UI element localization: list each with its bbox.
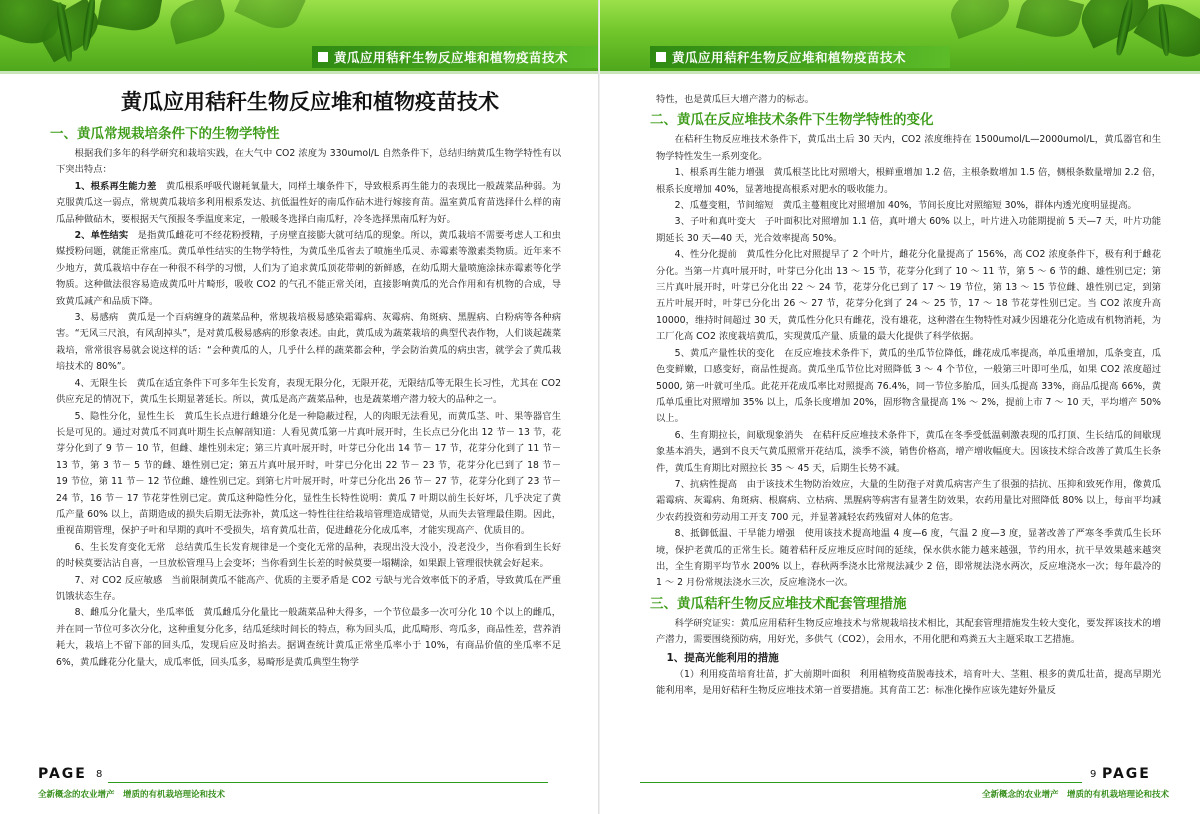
article-title: 黄瓜应用秸秆生物反应堆和植物疫苗技术 — [121, 90, 499, 114]
header-title: 黄瓜应用秸秆生物反应堆和植物疫苗技术 — [672, 50, 907, 65]
footer-rule — [640, 782, 1082, 783]
right-page — [600, 0, 1200, 814]
paragraph-item-2: 2、瓜蔓变粗，节间缩短 黄瓜主蔓粗度比对照增加 40%，节间长度比对照缩短 30%，群体内透光度明显提高。 — [674, 200, 1137, 212]
left-page-body — [50, 122, 561, 671]
item-text: 是指黄瓜雌花可不经花粉授精，子房壁直接膨大就可结瓜的现象。所以，黄瓜栽培不需要考虑人工和虫媒授粉问题，就能正常座瓜。黄瓜单性结实的生物学特性，为黄瓜坐瓜省去了喷施坐瓜灵、赤霉素等激素类物质。近年来不少地方，黄瓜栽培中存在一种很不科学的习惯，人们为了追求黄瓜顶花带刺的新鲜感，在幼瓜期大量喷施涂抹赤霉素等化学物质。这种做法很容易造成黄瓜叶片畸形，吸收 CO2 的气孔不能正常关闭，直接影响黄瓜的光合作用和有机物的合成，导致黄瓜减产和品质下降。 — [56, 230, 561, 307]
footer-rule — [108, 782, 548, 783]
leaf-decoration — [234, 0, 305, 37]
paragraph-item-7: 7、对 CO2 反应敏感 当前限制黄瓜不能高产、优质的主要矛盾是 CO2 亏缺与光合效率低下的矛盾，导致黄瓜在严重饥饿状态生存。 — [56, 574, 561, 602]
leaf-decoration — [945, 0, 1015, 39]
paragraph-item-3: 3、子叶和真叶变大 子叶面积比对照增加 1.1 倍，真叶增大 60% 以上，叶片进入功能期提前 5 天—7 天，叶片功能期延长 30 天—40 天，光合效率提高 50%。 — [656, 216, 1161, 244]
subheading: 1、提高光能利用的措施 — [666, 651, 779, 664]
leaf-decoration — [1016, 0, 1084, 43]
intro-paragraph: 科学研究证实：黄瓜应用秸秆生物反应堆技术与常规栽培技术相比，其配套管理措施发生较大变化，要发挥该技术的增产潜力，需要围绕预防病，用好光，多供气（CO2），会用水，不用化肥和鸡粪五大主题采取工艺措施。 — [656, 617, 1161, 646]
footer-slogan: 全新概念的农业增产 增质的有机栽培理论和技术 — [38, 790, 226, 800]
page-number: 9 — [1090, 769, 1097, 780]
paragraph-item-1: 1、根系再生能力增强 黄瓜根茎比比对照增大，根鲜重增加 1.2 倍，主根条数增加 1.5 倍，侧根条数量增加 2.2 倍，根系长度增加 40%，显著地提高根系对肥水的吸收能力。 — [656, 167, 1161, 195]
section-heading-3: 三、黄瓜秸秆生物反应堆技术配套管理措施 — [650, 595, 907, 612]
intro-paragraph: 根据我们多年的科学研究和栽培实践，在大气中 CO2 浓度为 330umol/L 自然条件下，总结归纳黄瓜生物学特性有以下突出特点： — [56, 148, 561, 176]
paragraph-item-8: 8、雌瓜分化量大，坐瓜率低 黄瓜雌瓜分化量比一般蔬菜品种大得多，一个节位最多一次可分化 10 个以上的雌瓜，并在同一节位可多次分化，这种重复分化多，结瓜延续时间长的特点，称为回头瓜，此瓜畸形、弯瓜多，商品性差，营养消耗大，栽培上不留下部的回头瓜，发现后应及时掐去。据调查统计黄瓜正常坐瓜率小于 10%，有商品价值的坐瓜率不足 6%，黄瓜雌花分化量大，成瓜率低，回头瓜多，易畸形是黄瓜典型生物学 — [56, 607, 561, 668]
footer-slogan: 全新概念的农业增产 增质的有机栽培理论和技术 — [982, 790, 1170, 800]
section-heading-2: 二、黄瓜在反应堆技术条件下生物学特性的变化 — [650, 112, 934, 129]
square-bullet-icon — [656, 52, 666, 62]
paragraph-item-8: 8、抵御低温、干旱能力增强 使用该技术提高地温 4 度—6 度，气温 2 度—3 度，显著改善了严寒冬季黄瓜生长环境，保护老黄瓜的正常生长。随着秸秆反应堆反应时间的延续，保水供水能力越来越强，节约用水，抗干旱效果越来越突出，全生育期平均节水 200% 以上，春秋两季浇水比常规法减少 2 倍，即常规法浇水两次，反应堆浇水一次；每年最冷的 1 ～ 2 月份常规法浇水三次，反应堆浇水一次。 — [656, 528, 1161, 589]
leaf-decoration — [97, 0, 163, 35]
header-title-bar — [312, 46, 600, 68]
header-banner — [0, 0, 600, 74]
intro-paragraph: 在秸秆生物反应堆技术条件下，黄瓜出土后 30 天内，CO2 浓度维持在 1500umol/L—2000umol/L，黄瓜器官和生物学特性发生一系列变化。 — [656, 134, 1161, 162]
banner-underline — [0, 71, 600, 74]
item-lead: 1、根系再生能力差 — [74, 180, 157, 192]
page-word: PAGE — [38, 766, 87, 782]
section-heading-1: 一、黄瓜常规栽培条件下的生物学特性 — [50, 126, 280, 142]
right-footer — [600, 766, 1200, 800]
leaf-decoration — [166, 0, 229, 44]
square-bullet-icon — [318, 52, 328, 62]
item-lead: 2、单性结实 — [74, 230, 129, 242]
page-word: PAGE — [1102, 766, 1151, 782]
item-text: 黄瓜根系呼吸代谢耗氧量大，同样土壤条件下，导致根系再生能力的表现比一般蔬菜品种弱。为克服黄瓜这一弱点，常规黄瓜栽培多利用根系发达、抗低温性好的南瓜作砧木进行嫁接育苗。温室黄瓜育苗选择什么样的南瓜品种做砧木，要根据天气预报冬季温度来定，一般暖冬选择白南瓜籽，冷冬选择黑南瓜籽为好。 — [56, 180, 561, 225]
paragraph-item-7: 7、抗病性提高 由于该技术生物防治效应，大量的生防孢子对黄瓜病害产生了很强的拮抗、压抑和致死作用，像黄瓜霜霉病、灰霉病、角斑病、根腐病、立枯病、黑腥病等病害有显著生防效果，农药用量比对照降低 80% 以上，每亩平均减少农药投资和劳动用工开支 700 元，并显著减轻农药残留对人体的危害。 — [656, 478, 1161, 523]
paragraph-item-5: 5、隐性分化，显性生长 黄瓜生长点进行雌雄分化是一种隐蔽过程，人的肉眼无法看见，而黄瓜茎、叶、果等器官生长是可见的。通过对黄瓜不同真叶期生长点解剖知道：人看见黄瓜第一片真叶展开时，生长点已分化出 12 节－ 13 节，花芽分化到了 9 节－ 10 节，但雌、雄性别未定；第三片真叶展开时，叶芽已分化出 14 节－ 17 节，花芽分化到了 11 节－ 13 节，第 3 节－ 5 节的雌、雄性别已定；第五片真叶展开时，叶芽已分化出 22 节－ 23 节，花芽分化已到了 18 节－ 19 节位，第 11 节－ 12 节位雌、雄性别已定。到第七片叶展开时，叶芽已分化出 26 节－ 27 节，花芽分化到了 23 节－ 24 节，16 节－ 17 节花芽性别已定。黄瓜这种隐性分化，显性生长特性说明：黄瓜 7 叶期以前生长好坏，几乎决定了黄瓜产量 60% 以上，苗期造成的损失后期无法弥补，黄瓜这一特性往往给栽培管理造成错觉，从而失去管理最佳期。因此，重视苗期管理，保护子叶和早期的真叶不受损失，培育黄瓜壮苗，促进雌花分化成瓜率，才能实现高产、优质目的。 — [56, 410, 561, 537]
banner-underline — [600, 71, 1200, 74]
page-number: 8 — [96, 769, 103, 780]
right-page-body — [650, 92, 1161, 699]
paragraph-item-4: 4、性分化提前 黄瓜性分化比对照提早了 2 个叶片，雌花分化量提高了 156%，高 CO2 浓度条件下，极有利于雌花分化。当第一片真叶展开时，叶芽已分化出 13 ～ 15 节，花芽分化到了 10 ～ 11 节，第 5 ～ 6 节的雌、雄性别已定；第三片真叶展开时，叶芽已分化出 22 ～ 24 节，花芽分化已到了 17 ～ 19 节位，第 13 ～ 15 节位雌、雄性别已定，到第五片叶展开时，叶芽已分化出 26 ～ 27 节，花芽分化到了 24 ～ 25 节，17 ～ 18 节花芽性别已定。当 CO2 浓度升高 10000，维持时间超过 30 天，黄瓜性分化只有雌花，没有雄花，这种潜在生物特性对减少因雄花分化造成有机物消耗，为工厂化高 CO2 浓度栽培黄瓜，实现黄瓜产量、质量的最大化提供了科学依据。 — [656, 249, 1161, 343]
paragraph-item-6: 6、生育期拉长，间歇现象消失 在秸秆反应堆技术条件下，黄瓜在冬季受低温刺激表现的瓜打顶、生长结瓜的间歇现象基本消失，遇到不良天气黄瓜照常开花结瓜，淡季不淡，销售价格高，增产增收幅度大。因该技术综合改善了黄瓜生长条件，黄瓜生育期比对照拉长 35 ～ 45 天，后期生长势不减。 — [656, 429, 1161, 474]
paragraph-item-6: 6、生长发育变化无常 总结黄瓜生长发育规律是一个变化无常的品种，表现出没大没小，没老没少，当你看到生长好的时候莫要沾沾自喜，一旦放松管理马上会变坏；当你看到生长差的时候莫要一塌糊涂，如果跟上管理很快就会好起来。 — [56, 541, 561, 570]
paragraph-item-4: 4、无限生长 黄瓜在适宜条件下可多年生长发育，表现无限分化，无限开花，无限结瓜等无限生长习性，尤其在 CO2 供应充足的情况下，黄瓜生长期显著延长。所以，黄瓜是高产蔬菜品种，也是蔬菜增产潜力较大的品种之一。 — [56, 377, 561, 406]
paragraph-item-3: 3、易感病 黄瓜是一个百病缠身的蔬菜品种，常规栽培极易感染霜霉病、灰霉病、角斑病、黑腥病、白粉病等各种病害。“无风三尺浪，有风刮掉头”，是对黄瓜极易感病的形象表述。由此，黄瓜成为蔬菜栽培的典型代表作物，人们谈起蔬菜栽培，常常很容易就会说这样的话：“会种黄瓜的人，几乎什么样的蔬菜都会种，学会防治黄瓜的病虫害，就学会了黄瓜栽培技术的 80%”。 — [56, 312, 561, 373]
header-title: 黄瓜应用秸秆生物反应堆和植物疫苗技术 — [334, 50, 569, 65]
paragraph-item-1 — [56, 179, 561, 228]
sub-paragraph: （1）利用疫苗培育壮苗，扩大前期叶面积 利用植物疫苗脱毒技术，培育叶大、茎粗、根多的黄瓜壮苗，提高早期光能利用率，是用好秸秆生物反应堆技术第一首要措施。其育苗工艺：标准化操作应该先建好外量反 — [656, 668, 1161, 696]
left-footer — [0, 766, 600, 800]
paragraph-item-2 — [56, 228, 561, 310]
paragraph-item-5: 5、黄瓜产量性状的变化 在反应堆技术条件下，黄瓜的坐瓜节位降低，雌花成瓜率提高，单瓜重增加，瓜条变直，瓜色变鲜嫩，口感变好，商品性提高。黄瓜坐瓜节位比对照降低 3 ～ 4 个节位，一般第三叶即可坐瓜，如果 CO2 浓度超过 5000, 第一叶就可坐瓜。此花开花成瓜率比对照提高 76.4%，同一节位多胎瓜，回头瓜提高 33%，商品瓜提高 66%，黄瓜单瓜重比对照增加 35% 以上，瓜条长度增加 20%，固形物含量提高 1% ～ 2%，提前上市 7 ～ 10 天，平均增产 50% 以上。 — [656, 347, 1161, 425]
continued-text: 特性，也是黄瓜巨大增产潜力的标志。 — [656, 94, 815, 105]
header-title-bar — [650, 46, 950, 68]
header-banner — [600, 0, 1200, 74]
